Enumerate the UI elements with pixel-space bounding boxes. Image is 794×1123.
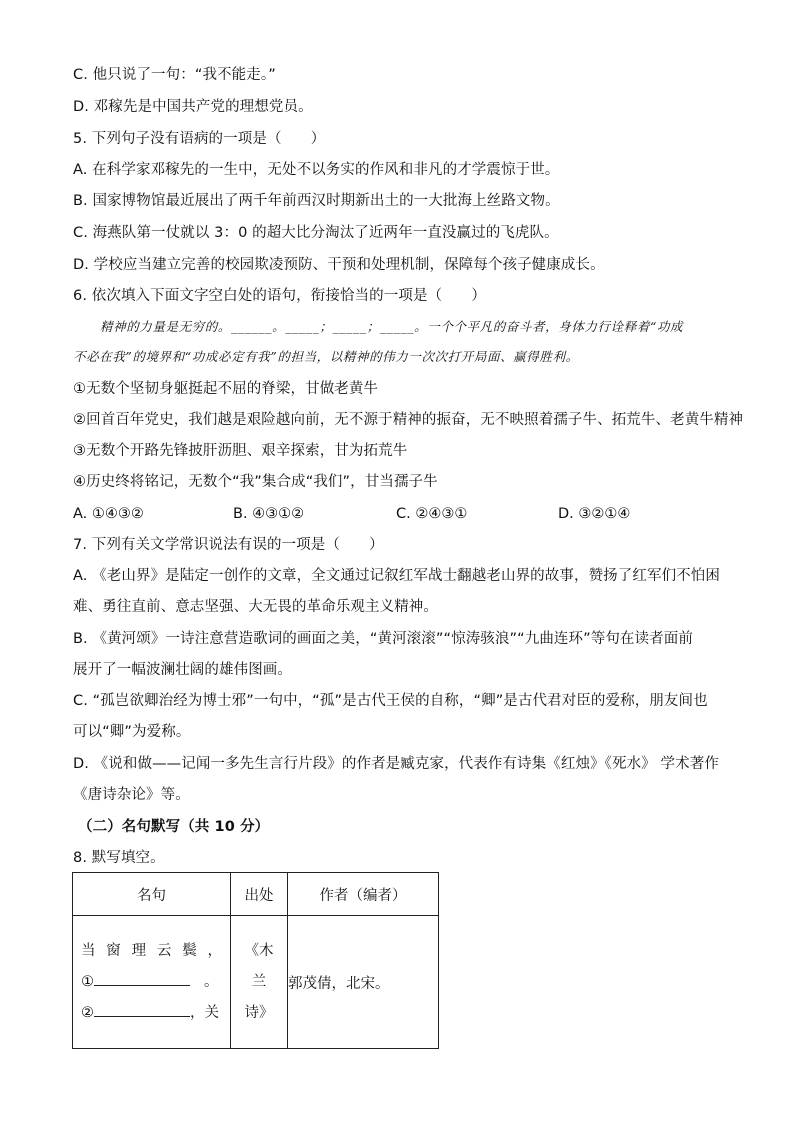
verse-char: 云: [156, 942, 172, 959]
verse-cell: [73, 916, 231, 1049]
header-verse: 名句: [73, 873, 231, 916]
source-line: 诗》: [244, 1004, 274, 1021]
source-cell: [231, 916, 288, 1049]
sentence-4: ④历史终将铭记，无数个“我”集合成“我们”，甘当孺子牛: [73, 474, 438, 490]
table-header-row: [73, 873, 439, 916]
option-b-q5: B. 国家博物馆最近展出了两千年前西汉时期新出土的一大批海上丝路文物。: [73, 193, 560, 209]
option-b-q7-line-1: B. 《黄河颂》一诗注意营造歌词的画面之美，“黄河滚滚”“惊涛骇浪”“九曲连环”等句在读者面前: [73, 631, 693, 647]
option-c-q5: C. 海燕队第一仗就以 3：0 的超大比分淘汰了近两年一直没赢过的飞虎队。: [73, 225, 559, 241]
verse-line-3: [81, 998, 222, 1029]
passage-line-2: 不必在我”的境界和“功成必定有我”的担当，以精神的伟力一次次打开局面、赢得胜利。: [73, 349, 579, 364]
verse-line-2: [81, 967, 222, 998]
verse-char: 鬓: [182, 942, 197, 959]
source-line: 兰: [251, 973, 267, 990]
option-d-q4: D. 邓稼先是中国共产党的理想党员。: [73, 99, 313, 115]
sentence-3: ③无数个开路先锋披肝沥胆、艰辛探索，甘为拓荒牛: [73, 443, 408, 459]
source-line: 《木: [244, 942, 274, 959]
option-a-q7-line-1: A. 《老山界》是陆定一创作的文章，全文通过记叙红军战士翻越老山界的故事，赞扬了红军们不怕困: [73, 568, 720, 584]
passage-line-1: 精神的力量是无穷的。______。_____；_____；_____。一个个平凡的奋斗者，身体力行诠释着“功成: [100, 319, 684, 334]
table-row: [73, 916, 439, 1049]
option-c-q7-line-2: 可以“卿”为爱称。: [73, 724, 191, 740]
verse-line-1: [81, 936, 222, 967]
option-a-q6: A. ①④③②: [73, 506, 144, 522]
option-d-q7-line-2: 《唐诗杂论》等。: [73, 787, 190, 803]
option-c-q7-line-1: C. “孤岂欲卿治经为博士邪”一句中，“孤”是古代王侯的自称，“卿”是古代君对臣的爱称，朋友间也: [73, 693, 708, 709]
verse-tail: ，关: [190, 1004, 219, 1021]
verse-char: 当: [81, 942, 96, 959]
option-b-q6: B. ④③①②: [233, 506, 305, 522]
option-a-q5: A. 在科学家邓稼先的一生中，无处不以务实的作风和非凡的才学震惊于世。: [73, 162, 560, 178]
option-b-q7-line-2: 展开了一幅波澜壮阔的雄伟图画。: [73, 662, 292, 678]
sentence-1: ①无数个坚韧身躯挺起不屈的脊梁，甘做老黄牛: [73, 381, 379, 397]
blank-2[interactable]: [94, 1002, 190, 1017]
option-c-q6: C. ②④③①: [396, 506, 468, 522]
verse-char: 窗: [106, 942, 121, 959]
option-c-q4: C. 他只说了一句：“我不能走。”: [73, 67, 276, 83]
question-5: 5. 下列句子没有语病的一项是（ ）: [73, 131, 326, 147]
question-7: 7. 下列有关文学常识说法有误的一项是（ ）: [73, 537, 384, 553]
recitation-table: [72, 872, 439, 1049]
verse-char: ，: [207, 942, 222, 959]
option-d-q6: D. ③②①④: [558, 506, 631, 522]
blank-marker-1: ①: [81, 973, 94, 990]
question-8: 8. 默写填空。: [73, 850, 165, 866]
blank-1[interactable]: [94, 971, 190, 986]
header-author: 作者（编者）: [288, 873, 439, 916]
option-d-q7-line-1: D. 《说和做——记闻一多先生言行片段》的作者是臧克家，代表作有诗集《红烛》《死水》 学术著作: [73, 756, 719, 772]
option-d-q5: D. 学校应当建立完善的校园欺凌预防、干预和处理机制，保障每个孩子健康成长。: [73, 257, 605, 273]
author-cell: 郭茂倩，北宋。: [288, 916, 439, 1049]
verse-punct: 。: [204, 973, 219, 990]
question-6: 6. 依次填入下面文字空白处的语句，衔接恰当的一项是（ ）: [73, 288, 486, 304]
header-source: 出处: [231, 873, 288, 916]
verse-char: 理: [131, 942, 147, 959]
sentence-2: ②回首百年党史，我们越是艰险越向前，无不源于精神的振奋，无不映照着孺子牛、拓荒牛、老黄牛精神: [73, 412, 744, 428]
blank-marker-2: ②: [81, 1004, 94, 1021]
section-heading: （二）名句默写（共 10 分）: [78, 819, 270, 835]
option-a-q7-line-2: 难、勇往直前、意志坚强、大无畏的革命乐观主义精神。: [73, 599, 438, 615]
